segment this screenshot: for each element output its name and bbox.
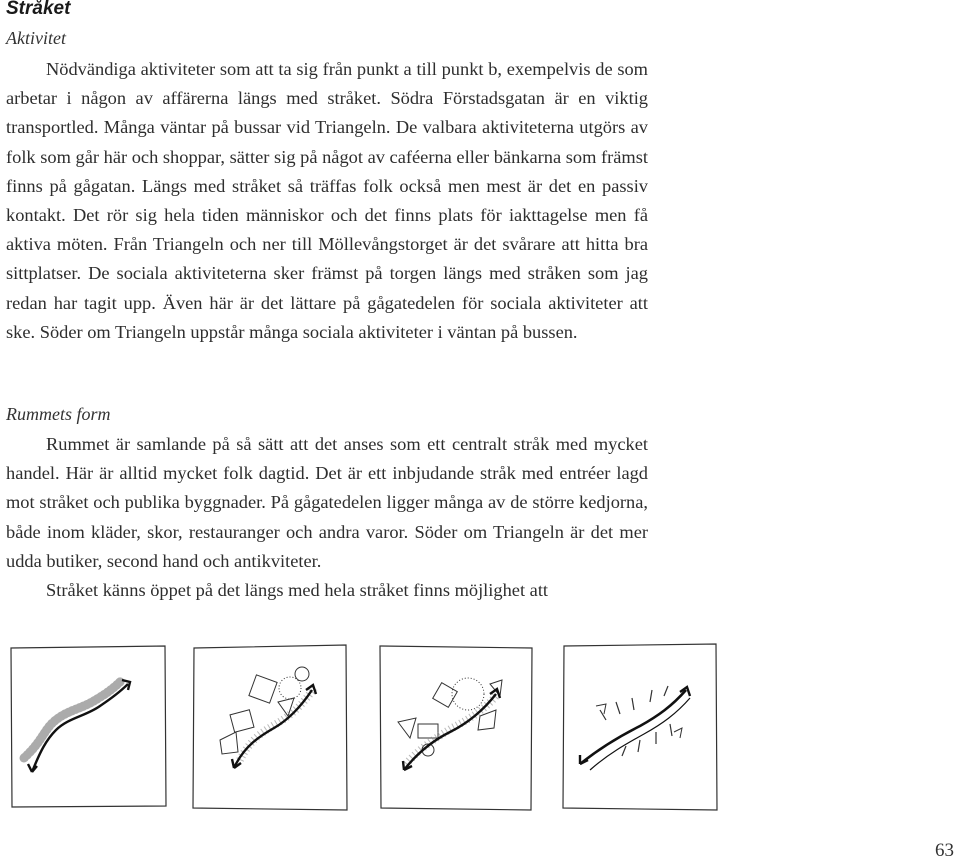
page-number: 63 <box>935 840 954 861</box>
subheading-rummets-form: Rummets form <box>6 404 111 424</box>
paragraph-continued-text: Stråket känns öppet på det längs med hela stråket finns möjlighet att <box>46 580 549 600</box>
sketch-diagram-4 <box>560 640 720 815</box>
sketch-diagrams <box>0 640 960 830</box>
paragraph-rummets-form <box>6 430 648 576</box>
paragraph-aktivitet-text: Nödvändiga aktiviteter som att ta sig från punkt a till punkt b, exempelvis de som arbetar i någon av affärerna längs med stråket. Södra Förstadsgatan är en viktig transportled. Många väntar på bussar vid Triangeln. De valbara aktiviteterna utgörs av folk som går här och shoppar, sätter sig på något av caféerna eller bänkarna som främst finns på gågatan. Längs med stråket så träffas folk också men mest är det en passiv kontakt. Det rör sig hela tiden människor och det finns plats för iakttagelse men få aktiva möten. Från Triangeln och ner till Möllevångstorget är det svårare att hitta bra sittplatser. De sociala aktiviteterna sker främst på torgen längs med stråken som jag redan har tagit upp. Även här är det lättare på gågatedelen för sociala aktiviteter att ske. Söder om Triangeln uppstår många sociala aktiviteter i väntan på bussen. <box>6 59 648 342</box>
sketch-diagram-2 <box>190 640 350 815</box>
paragraph-continued <box>6 576 648 606</box>
paragraph-rummets-form-text: Rummet är samlande på så sätt att det anses som ett centralt stråk med mycket handel. Här är alltid mycket folk dagtid. Det är ett inbjudande stråk med entréer lagd mot stråket och publika byggnader. På gågatedelen ligger många av de större kedjorna, både inom kläder, skor, restauranger och andra varor. Söder om Triangeln är det mer udda butiker, second hand och antikviteter. <box>6 434 648 571</box>
sketch-diagram-1 <box>8 640 168 810</box>
paragraph-aktivitet <box>6 55 648 347</box>
section-heading: Stråket <box>6 0 71 19</box>
subheading-aktivitet: Aktivitet <box>6 28 66 48</box>
sketch-diagram-3 <box>376 640 536 815</box>
